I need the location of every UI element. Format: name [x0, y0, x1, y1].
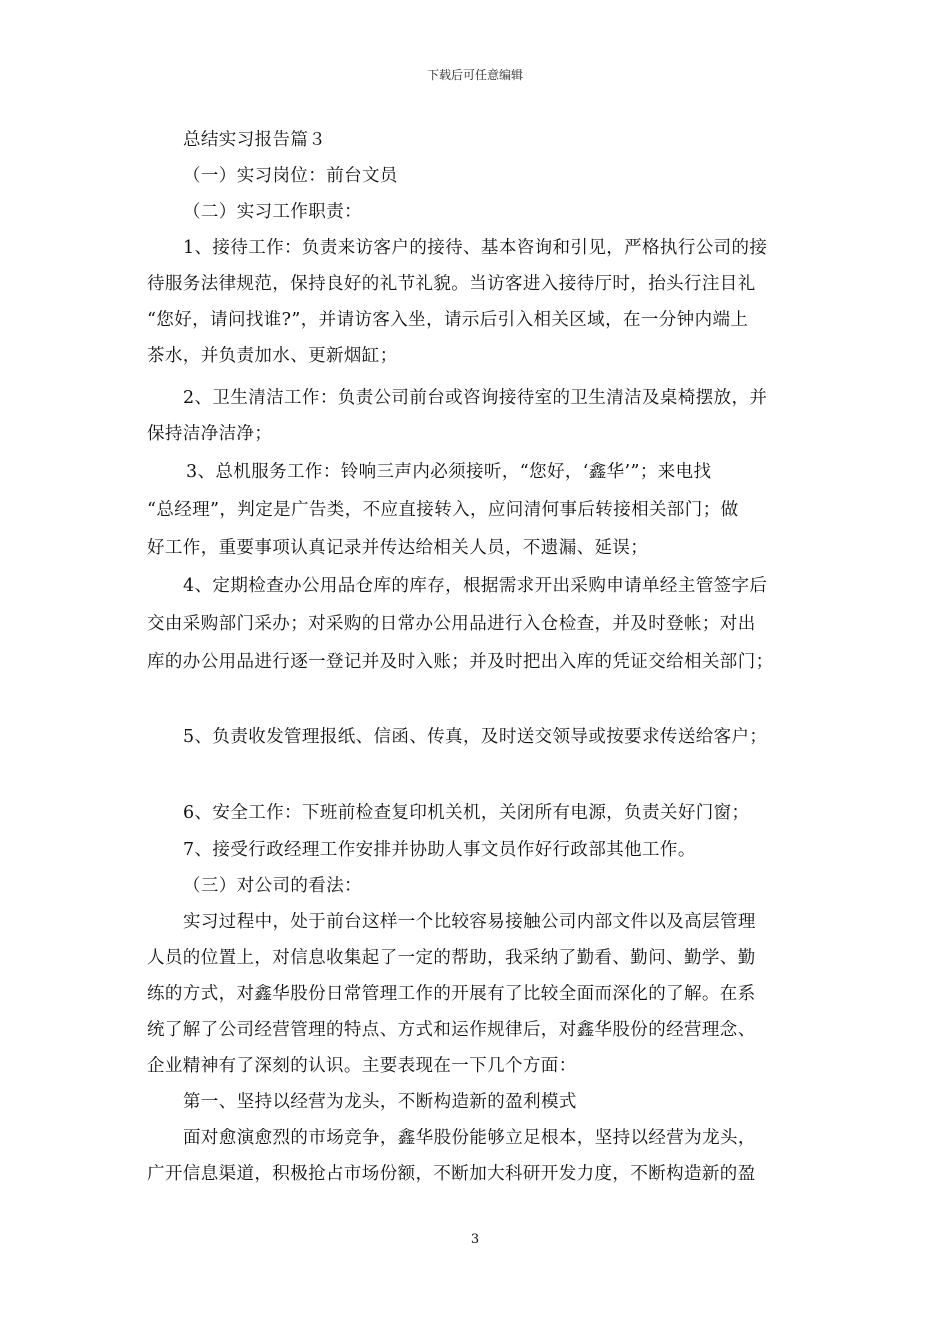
- text-line: 2、卫生清洁工作：负责公司前台或咨询接待室的卫生清洁及桌椅摆放，并: [183, 388, 768, 408]
- page-number: 3: [470, 1232, 480, 1247]
- text-line: 7、接受行政经理工作安排并协助人事文员作好行政部其他工作。: [183, 840, 696, 860]
- text-line: 交由采购部门采办；对采购的日常办公用品进行入仓检查，并及时登帐；对出: [147, 614, 756, 634]
- text-line: 库的办公用品进行逐一登记并及时入账；并及时把出入库的凭证交给相关部门；: [147, 652, 774, 672]
- text-line: 企业精神有了深刻的认识。主要表现在一下几个方面：: [147, 1056, 577, 1076]
- text-line: 1、接待工作：负责来访客户的接待、基本咨询和引见，严格执行公司的接: [183, 238, 768, 258]
- text-line: 茶水，并负责加水、更新烟缸；: [147, 346, 398, 366]
- text-line: 统了解了公司经营管理的特点、方式和运作规律后，对鑫华股份的经营理念、: [147, 1020, 756, 1040]
- text-line: 实习过程中，处于前台这样一个比较容易接触公司内部文件以及高层管理: [183, 912, 756, 932]
- text-line: 好工作，重要事项认真记录并传达给相关人员，不遗漏、延误；: [147, 538, 649, 558]
- text-line: “您好，请问找谁?”，并请访客入坐，请示后引入相关区域，在一分钟内端上: [147, 310, 749, 330]
- text-line: 待服务法律规范，保持良好的礼节礼貌。当访客进入接待厅时，抬头行注目礼: [147, 274, 756, 294]
- page-header: 下载后可任意编辑: [426, 68, 523, 82]
- text-line: 广开信息渠道，积极抢占市场份额，不断加大科研开发力度，不断构造新的盈: [147, 1164, 756, 1184]
- text-line: “总经理”，判定是广告类，不应直接转入，应问清何事后转接相关部门；做: [147, 500, 739, 520]
- text-line: 面对愈演愈烈的市场竞争，鑫华股份能够立足根本，坚持以经营为龙头，: [183, 1128, 756, 1148]
- text-line: 3、总机服务工作：铃响三声内必须接听，“您好，‘鑫华’”；来电找: [186, 462, 712, 482]
- text-line: 第一、坚持以经营为龙头，不断构造新的盈利模式: [183, 1092, 577, 1112]
- text-line: 人员的位置上，对信息收集起了一定的帮助，我采纳了勤看、勤问、勤学、勤: [147, 948, 756, 968]
- text-line: 练的方式，对鑫华股份日常管理工作的开展有了比较全面而深化的了解。在系: [147, 984, 756, 1004]
- document-title: 总结实习报告篇３: [183, 130, 327, 150]
- text-line: 4、定期检查办公用品仓库的库存，根据需求开出采购申请单经主管签字后: [183, 576, 768, 596]
- text-line: 5、负责收发管理报纸、信函、传真，及时送交领导或按要求传送给客户；: [183, 727, 768, 747]
- text-line: 6、安全工作：下班前检查复印机关机，关闭所有电源，负责关好门窗；: [183, 803, 750, 823]
- text-line: 保持洁净洁净；: [147, 424, 273, 444]
- section-heading: （二）实习工作职责：: [183, 202, 362, 222]
- section-heading: （一）实习岗位：前台文员: [183, 166, 398, 186]
- section-heading: （三）对公司的看法：: [183, 876, 362, 896]
